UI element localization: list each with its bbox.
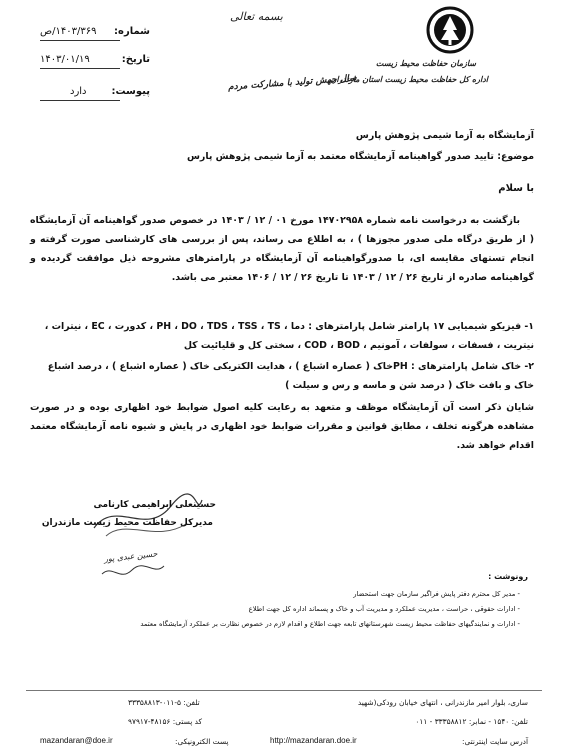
footer-fax: تلفن: ۱۵۴۰ - نمابر: ۳۳۳۵۸۸۱۲ - ۰۱۱ — [415, 717, 528, 726]
footer-email-link[interactable]: mazandaran@doe.ir — [40, 736, 113, 745]
cc-heading: رونوشت : — [488, 572, 528, 581]
letter-date-row — [40, 54, 150, 68]
cc-line: - مدیر کل محترم دفتر پایش فراگیر سازمان جهت استحضار — [353, 590, 520, 598]
attachment-row — [40, 86, 150, 100]
initial-signature-scribble — [98, 560, 168, 584]
footer-website-link[interactable]: http://mazandaran.doe.ir — [270, 736, 357, 745]
cc-line: - ادارات و نمایندگیهای حفاظت محیط زیست شهرستانهای تابعه جهت اطلاع و اقدام لازم در خصوص نظارت بر عملکرد آزمایشگاه معتمد — [140, 620, 520, 628]
footer-phone: تلفن: ۵-۰۱۱-۳۳۳۵۸۸۱۳ — [128, 698, 200, 707]
subject: موضوع: تایید صدور گواهینامه آزمایشگاه معتمد به آزما شیمی پژوهش پارس — [186, 151, 534, 162]
number-label: شماره: — [114, 26, 150, 37]
recipient: آزمایشگاه به آزما شیمی پژوهش پارس — [355, 130, 534, 141]
footer-address: ساری، بلوار امیر مازندرانی ، انتهای خیابان رودکی(شهید — [357, 698, 528, 707]
org-emblem-logo — [425, 6, 475, 54]
closing-paragraph: شایان ذکر است آن آزمایشگاه موظف و متعهد به رعایت کلیه اصول ضوابط خود اظهاری بوده و در صورت مشاهده هرگونه تخلف ، مطابق قوانین و مقررات ضوابط خود اظهاری در پایش و شیوه نامه آزمایشگاه معتمد اقدام خواهد شد. — [30, 402, 534, 451]
item-text: خاک شامل پارامترهای : PHخاک ( عصاره اشباع ) ، هدایت الکتریکی خاک ( عصاره اشباع ) ، درصد اشباع خاک و بافت خاک ( درصد شن و ماسه و رس و سیلت ) — [47, 361, 534, 391]
attachment-label: پیوست: — [111, 86, 150, 97]
parameter-item-2 — [30, 358, 534, 395]
footer-website-label: آدرس سایت اینترنتی: — [462, 737, 528, 746]
cc-list — [40, 588, 520, 630]
handwritten-initials: حسین عبدی پور — [103, 549, 158, 564]
date-label: تاریخ: — [121, 54, 150, 65]
item-number: ۱- — [524, 321, 534, 332]
letter-number-row — [40, 26, 150, 40]
date-value: ۱۴۰۳/۰۱/۱۹ — [40, 54, 90, 65]
footer-postal-code: کد پستی: ۴۸۱۵۶-۹۷۹۱۷ — [128, 717, 203, 726]
number-value: ۱۴۰۳/۳۶۹/ص — [40, 26, 97, 37]
body-paragraph: بازگشت به درخواست نامه شماره ۱۴۷۰۲۹۵۸ مورخ ۰۱ / ۱۲ / ۱۴۰۳ در خصوص صدور گواهینامه آن آزمایشگاه ( از طریق درگاه ملی صدور مجوزها ) ، به اطلاع می رساند، پس از بررسی های کارشناسی صورت گرفته و انجام تستهای مقایسه ای، با صدورگواهینامه آن آزمایشگاه در پارامترهای مشروحه ذیل موافقت گردیده و گواهینامه صادره از تاریخ ۲۶ / ۱۲ / ۱۴۰۳ تا تاریخ ۲۶ / ۱۲ / ۱۴۰۶ معتبر می باشد. — [30, 215, 534, 283]
greeting: با سلام — [498, 183, 534, 194]
org-name-line1: سازمان حفاظت محیط زیست — [375, 58, 476, 68]
cc-line: - ادارات حقوقی ، حراست ، مدیریت عملکرد و مدیریت آب و خاک و پسماند اداره کل جهت اطلاع — [248, 605, 520, 613]
motto: سال جهش تولید با مشارکت مردم — [227, 73, 357, 93]
attachment-value: دارد — [70, 86, 87, 97]
org-name-line2: اداره کل حفاظت محیط زیست استان مازندران — [330, 74, 488, 84]
item-number: ۲- — [524, 361, 534, 372]
footer-email-label: پست الکترونیکی: — [175, 737, 229, 746]
signatory-title: مدیرکل حفاظت محیط زیست مازندران — [41, 518, 213, 528]
parameter-item-1 — [30, 318, 534, 355]
item-text: فیزیکو شیمیایی ۱۷ پارامتر شامل پارامترهای : دما ، PH ، DO ، TDS ، TSS ، TS ، کدورت ، EC ، نیترات ، نیتریت ، فسفات ، سولفات ، آمونیم ، COD ، BOD ، سختی کل و قلیائیت کل — [44, 321, 534, 351]
signatory-name: حسینعلی ابراهیمی کارنامی — [93, 500, 216, 510]
bismillah: بسمه تعالی — [230, 10, 283, 23]
